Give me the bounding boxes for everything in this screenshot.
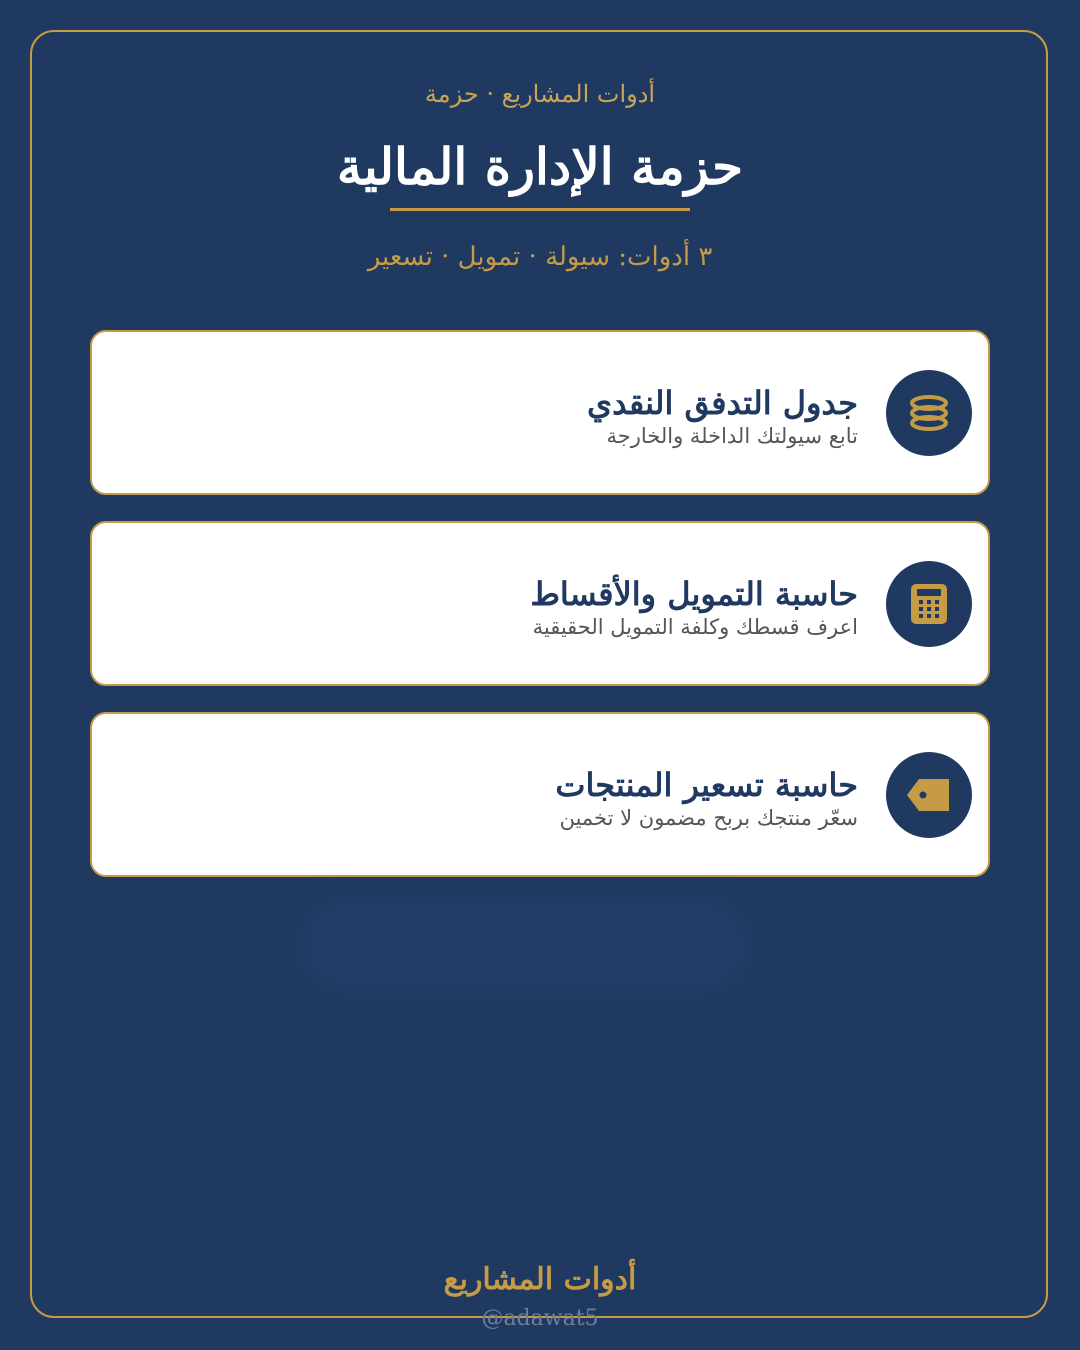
tool-card-cash-flow[interactable]: [90, 330, 990, 495]
title-underline: [390, 208, 690, 211]
tool-description: تابع سيولتك الداخلة والخارجة: [606, 424, 858, 448]
footer-handle: @adawat5: [481, 1306, 599, 1331]
coin-stack-icon: [886, 370, 972, 456]
tool-description: اعرف قسطك وكلفة التمويل الحقيقية: [532, 615, 858, 639]
footer-brand: أدوات المشاريع: [443, 1262, 637, 1297]
tool-name: حاسبة تسعير المنتجات: [555, 766, 858, 804]
tool-list: [90, 330, 990, 903]
bundle-eyebrow: أدوات المشاريع · حزمة: [424, 80, 656, 108]
tool-description: سعّر منتجك بربح مضمون لا تخمين: [559, 806, 858, 830]
tool-name: جدول التدفق النقدي: [587, 384, 858, 422]
price-tag-icon: [886, 752, 972, 838]
calculator-icon: [886, 561, 972, 647]
decorative-glow: [300, 900, 750, 990]
tool-name: حاسبة التمويل والأقساط: [530, 575, 858, 613]
bundle-subtitle: ٣ أدوات: سيولة · تمويل · تسعير: [367, 242, 713, 272]
tool-card-financing[interactable]: [90, 521, 990, 686]
tool-card-pricing[interactable]: [90, 712, 990, 877]
page-title: حزمة الإدارة المالية: [336, 137, 744, 196]
